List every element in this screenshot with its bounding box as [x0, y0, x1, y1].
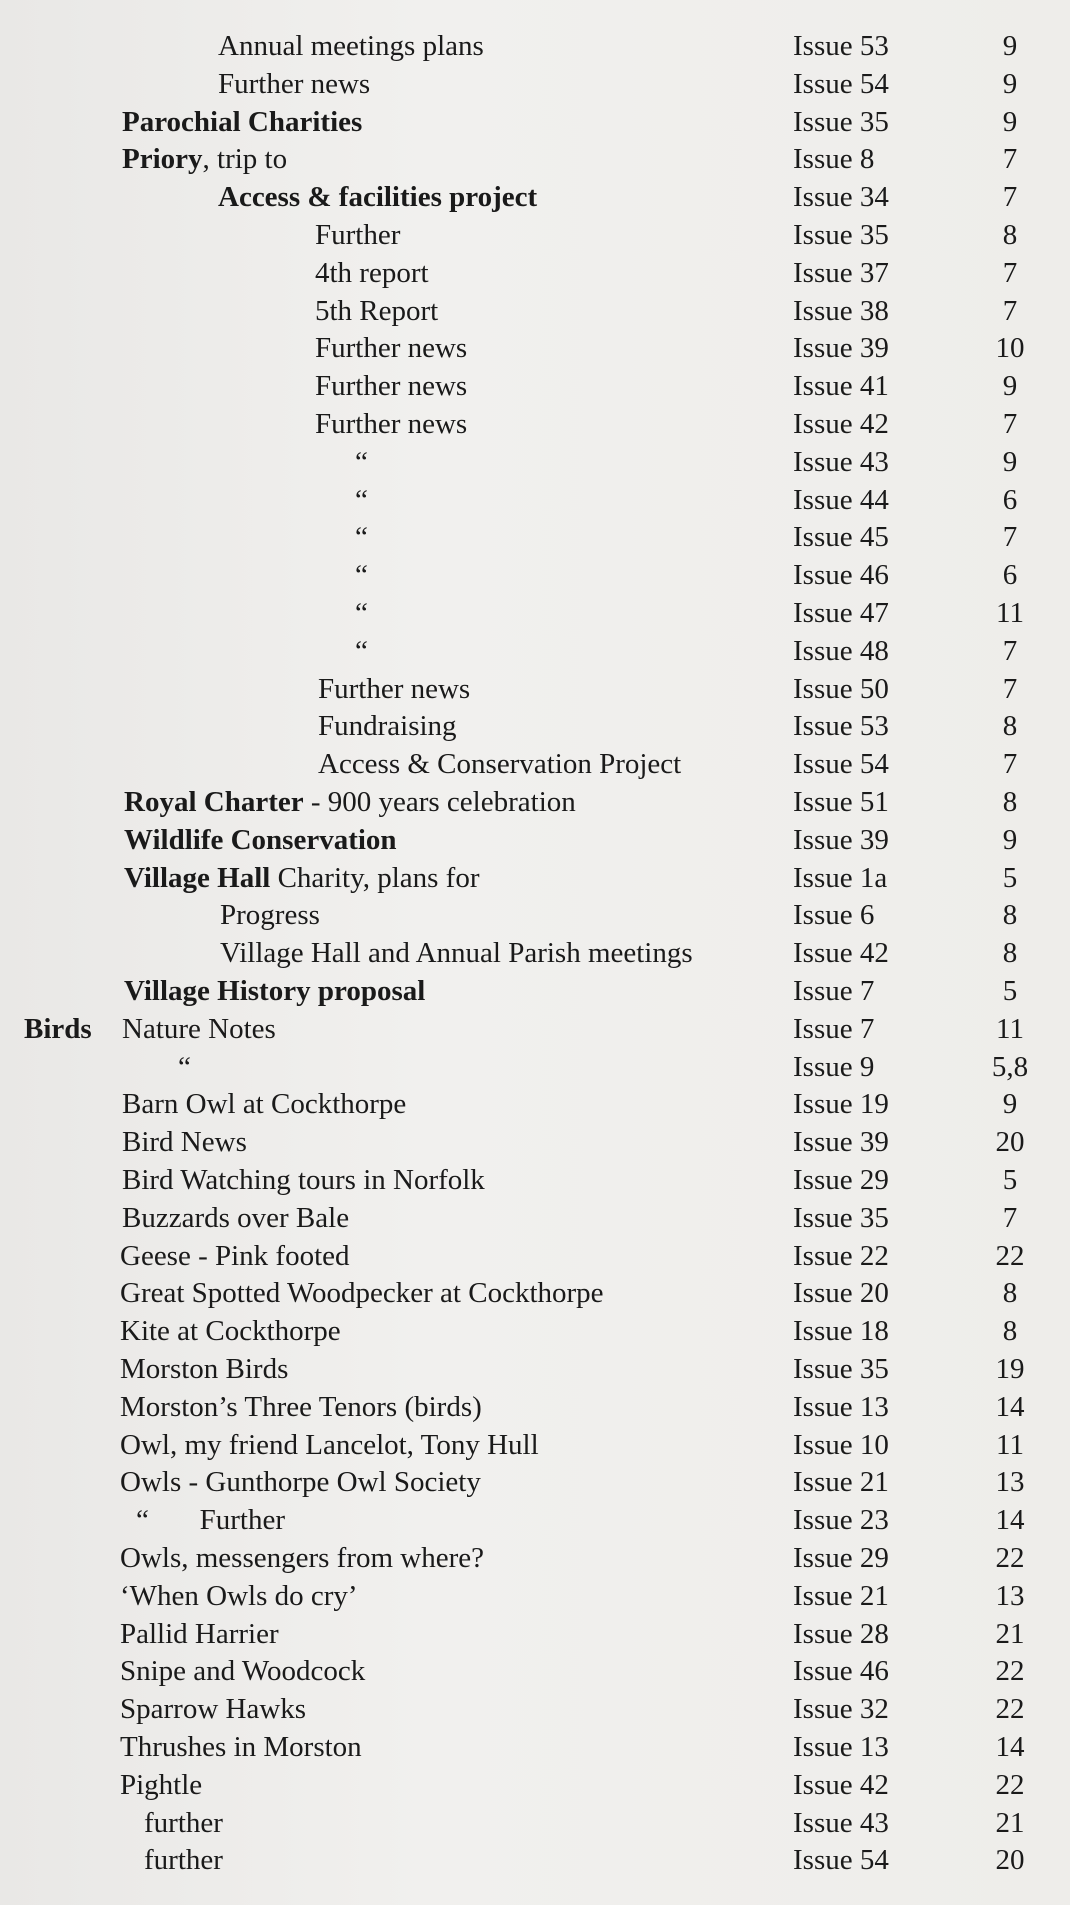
entry-title — [124, 972, 425, 1010]
entry-page: 22 — [995, 1768, 1025, 1801]
entry-issue: Issue 35 — [793, 1353, 889, 1385]
entry-title — [315, 405, 467, 443]
entry-title-text: Geese - Pink footed — [120, 1239, 350, 1272]
entry-issue: Issue 37 — [793, 256, 889, 289]
entry-title-bold: Wildlife Conservation — [124, 823, 397, 856]
index-entry — [0, 1312, 1070, 1350]
entry-title — [120, 1463, 481, 1501]
index-entry — [0, 216, 1070, 254]
entry-title-text: Pightle — [120, 1768, 203, 1801]
entry-title — [355, 594, 368, 632]
entry-title-bold: Parochial Charities — [122, 105, 363, 138]
entry-page: 5,8 — [991, 1050, 1029, 1083]
entry-page: 9 — [1002, 1088, 1018, 1121]
entry-issue: Issue 50 — [793, 672, 889, 705]
index-entry — [0, 1652, 1070, 1690]
index-entry — [0, 254, 1070, 292]
entry-title — [124, 859, 479, 897]
entry-title — [315, 329, 467, 367]
entry-title — [122, 1161, 485, 1199]
entry-title — [318, 707, 457, 745]
entry-title-text: , trip to — [202, 143, 288, 176]
entry-title-text: Further news — [318, 672, 471, 705]
index-entry — [0, 27, 1070, 65]
index-entry — [0, 1048, 1070, 1086]
entry-title-text: further — [144, 1806, 223, 1839]
index-entry — [0, 65, 1070, 103]
entry-title — [120, 1766, 202, 1804]
index-entry — [0, 292, 1070, 330]
index-entry — [0, 1841, 1070, 1879]
entry-title-bold: Village History proposal — [124, 975, 426, 1007]
entry-title-text: Great Spotted Woodpecker at Cockthorpe — [120, 1277, 604, 1310]
entry-title — [120, 1728, 362, 1766]
entry-page: 6 — [1002, 483, 1018, 516]
index-entry — [0, 859, 1070, 897]
entry-issue: Issue 9 — [793, 1050, 875, 1083]
entry-page: 11 — [996, 597, 1024, 629]
entry-page: 5 — [1002, 861, 1018, 894]
entry-page: 8 — [1002, 1277, 1018, 1310]
entry-title — [122, 1010, 276, 1048]
entry-title — [120, 1690, 306, 1728]
entry-title — [136, 1501, 285, 1539]
entry-page: 11 — [996, 1012, 1024, 1045]
entry-title — [220, 934, 693, 972]
entry-title — [120, 1274, 604, 1312]
entry-title-text: Access & Conservation Project — [318, 748, 682, 781]
entry-title — [218, 65, 370, 103]
entry-title-text: Snipe and Woodcock — [120, 1655, 366, 1688]
entry-title-bold: Access & facilities project — [218, 181, 538, 214]
entry-title-text: “ — [355, 483, 368, 516]
index-entry — [0, 103, 1070, 141]
index-entry — [0, 1690, 1070, 1728]
entry-page: 14 — [995, 1504, 1025, 1537]
entry-title-bold: Royal Charter — [124, 786, 304, 818]
entry-page: 9 — [1002, 370, 1018, 403]
index-entry — [0, 1577, 1070, 1615]
entry-issue: Issue 43 — [793, 445, 889, 478]
entry-issue: Issue 39 — [793, 1126, 889, 1159]
entry-issue: Issue 45 — [793, 521, 889, 554]
entry-page: 20 — [995, 1126, 1025, 1159]
entry-page: 10 — [995, 332, 1025, 365]
entry-title — [355, 518, 368, 556]
entry-title — [144, 1841, 223, 1879]
entry-issue: Issue 53 — [793, 710, 889, 743]
entry-issue: Issue 46 — [793, 1655, 889, 1688]
entry-title-text: Pallid Harrier — [120, 1617, 279, 1650]
entry-title — [120, 1426, 539, 1464]
entry-title-text: Progress — [220, 899, 320, 932]
entry-title-text: Owls - Gunthorpe Owl Society — [120, 1466, 481, 1499]
index-entry — [0, 329, 1070, 367]
entry-issue: Issue 35 — [793, 1201, 889, 1234]
index-entry — [0, 821, 1070, 859]
entry-title — [122, 1123, 247, 1161]
index-entry — [0, 1463, 1070, 1501]
entry-title-text: Barn Owl at Cockthorpe — [122, 1088, 407, 1121]
entry-page: 7 — [1002, 181, 1018, 214]
entry-page: 22 — [995, 1655, 1025, 1688]
index-entry — [0, 443, 1070, 481]
index-entry — [0, 707, 1070, 745]
entry-title — [315, 367, 467, 405]
entry-page: 19 — [995, 1353, 1025, 1385]
entry-issue: Issue 51 — [793, 786, 889, 818]
index-entry — [0, 1539, 1070, 1577]
entry-issue: Issue 29 — [793, 1164, 889, 1196]
entry-title — [122, 1085, 406, 1123]
entry-title-text: 4th report — [315, 256, 429, 289]
entry-issue: Issue 44 — [793, 483, 889, 516]
index-entry — [0, 1199, 1070, 1237]
entry-title — [120, 1577, 358, 1615]
entry-title-text: “ — [355, 445, 368, 478]
entry-issue: Issue 54 — [793, 748, 889, 781]
entry-title — [355, 632, 368, 670]
index-entry — [0, 1388, 1070, 1426]
entry-title-text: Morston’s Three Tenors (birds) — [120, 1390, 482, 1423]
entry-page: 9 — [1002, 105, 1018, 138]
entry-title — [315, 254, 429, 292]
entry-title-text: Further — [315, 219, 401, 251]
entry-page: 6 — [1002, 559, 1018, 592]
entry-title-text: “ — [355, 597, 368, 629]
entry-title-text: “ — [178, 1050, 191, 1083]
entry-title-text: Owl, my friend Lancelot, Tony Hull — [120, 1428, 539, 1461]
entry-page: 13 — [995, 1579, 1025, 1612]
index-entry — [0, 1123, 1070, 1161]
entry-page: 8 — [1002, 1315, 1018, 1348]
index-entry — [0, 1010, 1070, 1048]
entry-title-text: Bird Watching tours in Norfolk — [122, 1164, 485, 1196]
entry-issue: Issue 22 — [793, 1239, 889, 1272]
entry-issue: Issue 35 — [793, 219, 889, 251]
entry-issue: Issue 21 — [793, 1579, 889, 1612]
entry-page: 21 — [995, 1806, 1025, 1839]
entry-page: 7 — [1002, 521, 1018, 554]
entry-title — [122, 103, 362, 141]
index-entry — [0, 1615, 1070, 1653]
entry-page: 8 — [1002, 899, 1018, 932]
entry-page: 22 — [995, 1542, 1025, 1574]
index-entry — [0, 1728, 1070, 1766]
entry-issue: Issue 42 — [793, 408, 889, 440]
index-entry — [0, 1501, 1070, 1539]
entry-issue: Issue 34 — [793, 181, 889, 214]
entry-issue: Issue 19 — [793, 1088, 889, 1121]
entry-page: 5 — [1002, 975, 1018, 1007]
entry-issue: Issue 7 — [793, 1012, 875, 1045]
category-label: Birds — [24, 1012, 92, 1045]
entry-issue: Issue 47 — [793, 597, 889, 629]
entry-issue: Issue 42 — [793, 937, 889, 970]
entry-title — [124, 821, 397, 859]
entry-title-text: ‘When Owls do cry’ — [120, 1579, 358, 1612]
index-entry — [0, 367, 1070, 405]
index-entry — [0, 1804, 1070, 1842]
entry-title — [120, 1350, 288, 1388]
entry-page: 7 — [1002, 748, 1018, 781]
entry-issue: Issue 46 — [793, 559, 889, 592]
index-entry — [0, 1161, 1070, 1199]
entry-title-text: Bird News — [122, 1126, 247, 1159]
index-entry — [0, 178, 1070, 216]
entry-title — [355, 556, 368, 594]
index-entry — [0, 1085, 1070, 1123]
entry-issue: Issue 39 — [793, 823, 889, 856]
entry-title-text: further — [144, 1844, 223, 1877]
entry-issue: Issue 28 — [793, 1617, 889, 1650]
entry-issue: Issue 10 — [793, 1428, 889, 1461]
entry-page: 7 — [1002, 1201, 1018, 1234]
entry-page: 20 — [995, 1844, 1025, 1877]
entry-issue: Issue 7 — [793, 975, 875, 1007]
index-entry — [0, 783, 1070, 821]
entry-page: 14 — [995, 1390, 1025, 1423]
entry-page: 9 — [1002, 67, 1018, 100]
entry-page: 5 — [1002, 1164, 1018, 1196]
entry-issue: Issue 39 — [793, 332, 889, 365]
entry-title — [122, 140, 287, 178]
entry-title-text: Further news — [315, 370, 468, 403]
entry-issue: Issue 23 — [793, 1504, 889, 1537]
entry-issue: Issue 20 — [793, 1277, 889, 1310]
entry-page: 11 — [996, 1428, 1024, 1461]
entry-issue: Issue 43 — [793, 1806, 889, 1839]
entry-title-text: “ — [355, 521, 368, 554]
entry-title-text: - 900 years celebration — [303, 786, 576, 818]
entry-title-text: 5th Report — [315, 294, 439, 327]
entry-title-text: Nature Notes — [122, 1012, 276, 1045]
entry-page: 7 — [1002, 256, 1018, 289]
entry-title — [120, 1388, 482, 1426]
entry-page: 8 — [1002, 937, 1018, 970]
entry-page: 9 — [1002, 30, 1018, 62]
index-entry — [0, 670, 1070, 708]
entry-title — [318, 670, 470, 708]
entry-title — [218, 178, 537, 216]
entry-title-text: Sparrow Hawks — [120, 1693, 307, 1726]
entry-issue: Issue 32 — [793, 1693, 889, 1726]
index-entry — [0, 481, 1070, 519]
entry-title-text: Annual meetings plans — [218, 30, 484, 62]
entry-page: 7 — [1002, 294, 1018, 327]
entry-issue: Issue 35 — [793, 105, 889, 138]
entry-title — [122, 1199, 349, 1237]
index-entry — [0, 934, 1070, 972]
entry-title-text: “ Further — [136, 1504, 285, 1537]
index-entry — [0, 1766, 1070, 1804]
entry-title-text: Kite at Cockthorpe — [120, 1315, 341, 1348]
entry-page: 14 — [995, 1731, 1025, 1763]
entry-page: 8 — [1002, 219, 1018, 251]
entry-title-bold: Village Hall — [124, 861, 271, 894]
entry-title-text: Village Hall and Annual Parish meetings — [220, 937, 693, 970]
entry-title — [120, 1237, 350, 1275]
index-entry — [0, 1426, 1070, 1464]
entry-page: 9 — [1002, 445, 1018, 478]
entry-title — [355, 443, 368, 481]
entry-title — [144, 1804, 223, 1842]
entry-title-text: Owls, messengers from where? — [120, 1542, 485, 1574]
index-entry — [0, 745, 1070, 783]
index-entry — [0, 556, 1070, 594]
entry-issue: Issue 54 — [793, 67, 889, 100]
index-entry — [0, 140, 1070, 178]
entry-issue: Issue 38 — [793, 294, 889, 327]
entry-issue: Issue 6 — [793, 899, 875, 932]
entry-issue: Issue 21 — [793, 1466, 889, 1499]
entry-issue: Issue 53 — [793, 30, 889, 62]
entry-title-bold: Priory — [122, 143, 203, 176]
entry-title — [315, 292, 438, 330]
entry-title-text: Further news — [315, 408, 468, 440]
entry-title — [218, 27, 484, 65]
index-entry — [0, 632, 1070, 670]
entry-title-text: Charity, plans for — [270, 861, 480, 894]
entry-page: 8 — [1002, 710, 1018, 743]
entry-page: 7 — [1002, 634, 1018, 667]
entry-issue: Issue 42 — [793, 1768, 889, 1801]
entry-title — [120, 1652, 365, 1690]
entry-title — [120, 1312, 341, 1350]
entry-page: 7 — [1002, 672, 1018, 705]
entry-title — [120, 1615, 279, 1653]
entry-title — [220, 896, 320, 934]
entry-title-text: Further news — [218, 67, 371, 100]
entry-page: 9 — [1002, 823, 1018, 856]
entry-title — [355, 481, 368, 519]
entry-page: 22 — [995, 1239, 1025, 1272]
entry-issue: Issue 41 — [793, 370, 889, 403]
entry-issue: Issue 13 — [793, 1390, 889, 1423]
entry-title-text: Further news — [315, 332, 468, 365]
entry-issue: Issue 18 — [793, 1315, 889, 1348]
entry-title — [178, 1048, 191, 1086]
entry-title-text: Thrushes in Morston — [120, 1731, 362, 1763]
entry-title-text: “ — [355, 559, 368, 592]
index-entry — [0, 1237, 1070, 1275]
entry-title — [315, 216, 400, 254]
entry-page: 21 — [995, 1617, 1025, 1650]
index-entry — [0, 972, 1070, 1010]
index-entry — [0, 896, 1070, 934]
entry-issue: Issue 8 — [793, 143, 875, 176]
index-entry — [0, 1350, 1070, 1388]
entry-title-text: Morston Birds — [120, 1353, 289, 1385]
entry-issue: Issue 54 — [793, 1844, 889, 1877]
entry-title-text: Buzzards over Bale — [122, 1201, 350, 1234]
entry-title — [124, 783, 576, 821]
entry-page: 7 — [1002, 143, 1018, 176]
entry-page: 13 — [995, 1466, 1025, 1499]
index-entry — [0, 405, 1070, 443]
entry-title-text: “ — [355, 634, 368, 667]
entry-issue: Issue 48 — [793, 634, 889, 667]
entry-page: 7 — [1002, 408, 1018, 440]
index-entry — [0, 1274, 1070, 1312]
entry-title — [120, 1539, 484, 1577]
entry-page: 22 — [995, 1693, 1025, 1726]
entry-page: 8 — [1002, 786, 1018, 818]
entry-issue: Issue 29 — [793, 1542, 889, 1574]
entry-issue: Issue 1a — [793, 861, 888, 894]
index-entry — [0, 594, 1070, 632]
entry-issue: Issue 13 — [793, 1731, 889, 1763]
index-entry — [0, 518, 1070, 556]
entry-title-text: Fundraising — [318, 710, 457, 743]
entry-title — [318, 745, 681, 783]
